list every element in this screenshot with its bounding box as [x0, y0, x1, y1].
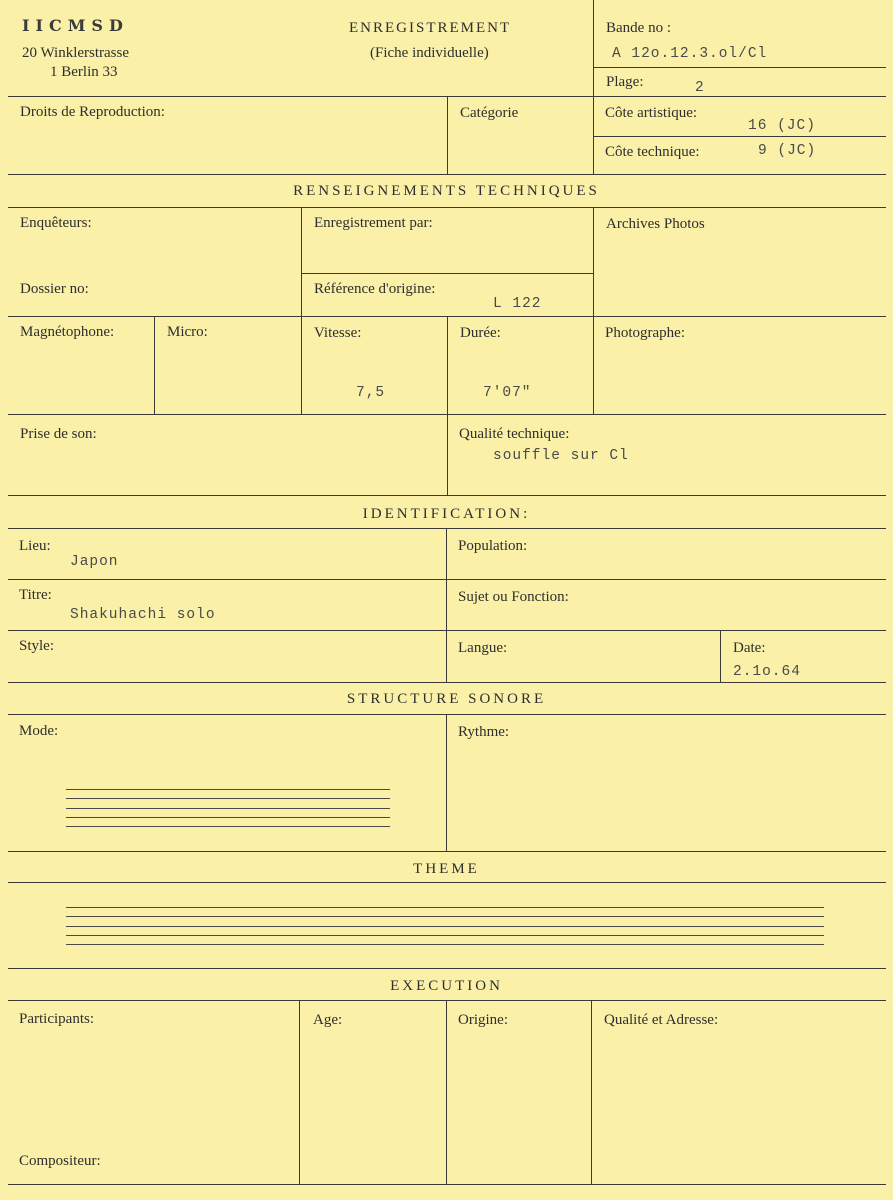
staff-line [66, 944, 824, 945]
form-subtitle: (Fiche individuelle) [370, 45, 489, 61]
vitesse-label: Vitesse: [314, 325, 362, 341]
rule [446, 1000, 447, 1184]
staff-line [66, 907, 824, 908]
date-value: 2.1o.64 [733, 664, 801, 680]
titre-label: Titre: [19, 587, 52, 603]
qualite-technique-value: souffle sur Cl [493, 448, 629, 464]
cote-technique-value: 9 (JC) [758, 143, 817, 159]
population-label: Population: [458, 538, 528, 554]
rule [446, 714, 447, 851]
rule [446, 528, 447, 682]
prise-de-son-label: Prise de son: [20, 426, 97, 442]
staff-line [66, 926, 824, 927]
rule [591, 1000, 592, 1184]
rule [447, 96, 448, 174]
rule [8, 1184, 886, 1185]
staff-line [66, 916, 824, 917]
compositeur-label: Compositeur: [19, 1153, 101, 1169]
cote-artistique-label: Côte artistique: [605, 105, 698, 121]
vitesse-value: 7,5 [356, 385, 386, 401]
langue-label: Langue: [458, 640, 508, 656]
rule [593, 0, 594, 174]
plage-value: 2 [695, 80, 705, 96]
photographe-label: Photographe: [605, 325, 685, 341]
section-heading-identification: IDENTIFICATION: [362, 506, 531, 522]
droits-label: Droits de Reproduction: [20, 104, 165, 120]
rule [8, 968, 886, 969]
staff-line [66, 817, 390, 818]
mode-label: Mode: [19, 723, 59, 739]
rule [154, 316, 155, 414]
section-heading-execution: EXECUTION [390, 978, 503, 994]
staff-line [66, 808, 390, 809]
rule [299, 1000, 300, 1184]
categorie-label: Catégorie [460, 105, 519, 121]
micro-label: Micro: [167, 324, 208, 340]
sujet-label: Sujet ou Fonction: [458, 589, 569, 605]
age-label: Age: [313, 1012, 343, 1028]
rule [720, 630, 721, 682]
address-line-2: 1 Berlin 33 [50, 64, 118, 80]
origine-label: Origine: [458, 1012, 508, 1028]
duree-value: 7'07" [483, 385, 532, 401]
qualite-technique-label: Qualité technique: [459, 426, 570, 442]
rule [447, 316, 448, 495]
address-line-1: 20 Winklerstrasse [22, 45, 130, 61]
rule [8, 882, 886, 883]
reference-value: L 122 [493, 296, 542, 312]
magnetophone-label: Magnétophone: [20, 324, 115, 340]
section-heading-structure: STRUCTURE SONORE [346, 691, 547, 707]
form-title: ENREGISTREMENT [349, 20, 512, 36]
rule [593, 67, 886, 68]
enqueteurs-label: Enquêteurs: [20, 215, 92, 231]
cote-artistique-value: 16 (JC) [748, 118, 816, 134]
staff-line [66, 798, 390, 799]
style-label: Style: [19, 638, 55, 654]
dossier-label: Dossier no: [20, 281, 89, 297]
rule [593, 207, 594, 414]
section-heading-technique: RENSEIGNEMENTS TECHNIQUES [293, 183, 600, 199]
titre-value: Shakuhachi solo [70, 607, 216, 623]
rythme-label: Rythme: [458, 724, 510, 740]
enregistrement-par-label: Enregistrement par: [314, 215, 433, 231]
rule [301, 273, 593, 274]
rule [301, 207, 302, 414]
archives-photos-label: Archives Photos [606, 216, 705, 232]
bande-label: Bande no : [606, 20, 671, 36]
rule [8, 851, 886, 852]
staff-line [66, 935, 824, 936]
lieu-value: Japon [70, 554, 119, 570]
participants-label: Participants: [19, 1011, 94, 1027]
rule [593, 136, 886, 137]
section-heading-theme: THEME [413, 861, 480, 877]
rule [8, 174, 886, 175]
plage-label: Plage: [606, 74, 644, 90]
staff-line [66, 789, 390, 790]
date-label: Date: [733, 640, 766, 656]
rule [8, 207, 886, 208]
lieu-label: Lieu: [19, 538, 51, 554]
staff-line [66, 826, 390, 827]
reference-label: Référence d'origine: [314, 281, 436, 297]
qualite-adresse-label: Qualité et Adresse: [604, 1012, 719, 1028]
rule [8, 682, 886, 683]
cote-technique-label: Côte technique: [605, 144, 700, 160]
rule [8, 495, 886, 496]
duree-label: Durée: [460, 325, 501, 341]
bande-value: A 12o.12.3.ol/Cl [612, 46, 768, 62]
organization-logo: IICMSD [22, 16, 129, 35]
